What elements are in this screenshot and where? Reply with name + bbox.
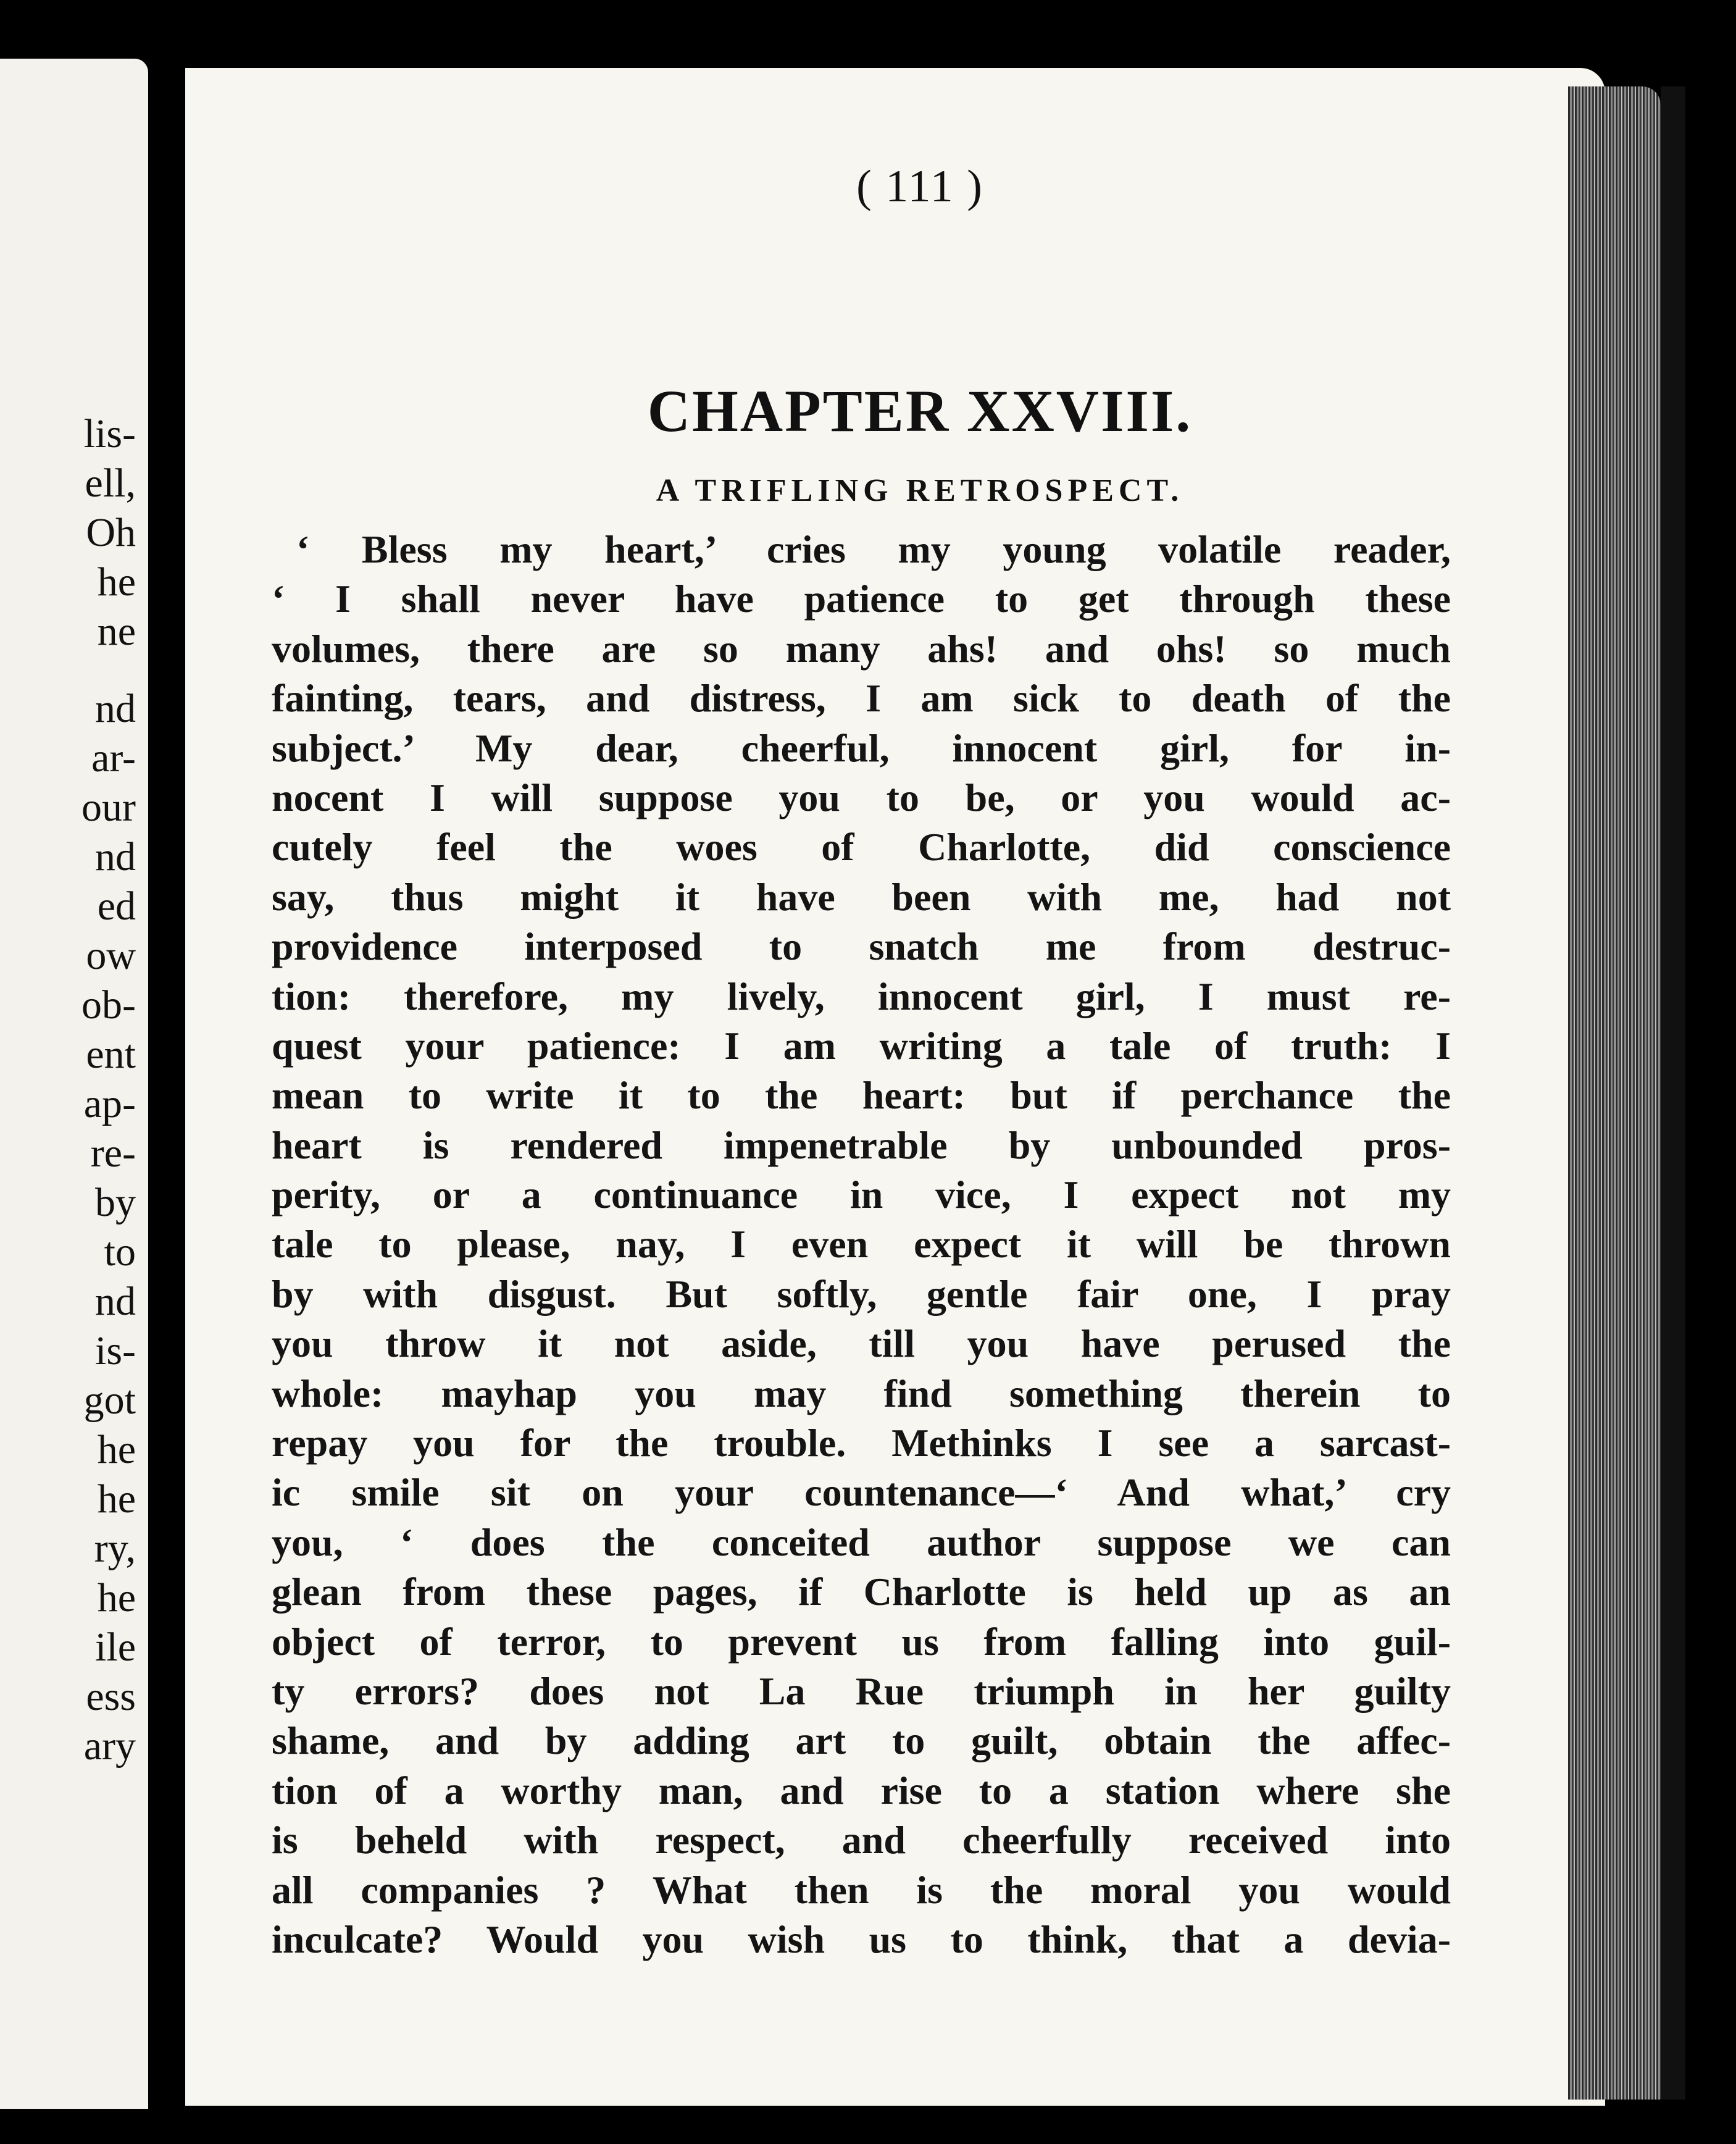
text-line: tion of a worthy man, and rise to a station where she [272, 1768, 1451, 1812]
left-facing-page [0, 59, 148, 2109]
chapter-subtitle: A TRIFLING RETROSPECT. [656, 473, 1184, 508]
text-line: ‘ Bless my heart,’ cries my young volatile reader, [296, 527, 1451, 571]
text-line: shame, and by adding art to guilt, obtain the affec- [272, 1719, 1451, 1763]
book-gutter [148, 0, 185, 2144]
text-line: is beheld with respect, and cheerfully received into [272, 1818, 1451, 1862]
text-line: nocent I will suppose you to be, or you would ac- [272, 775, 1451, 819]
left-page-fragment: re- [90, 1131, 136, 1176]
left-page-fragment: to [104, 1229, 136, 1275]
text-line: tale to please, nay, I even expect it will be thrown [272, 1222, 1451, 1267]
left-page-fragment: ap- [83, 1081, 136, 1126]
text-line: volumes, there are so many ahs! and ohs! so much [272, 626, 1451, 671]
left-page-fragment: ar- [91, 735, 136, 781]
page-number: ( 111 ) [856, 161, 983, 212]
text-line: perity, or a continuance in vice, I expect not my [272, 1173, 1451, 1217]
left-page-fragment: ry, [94, 1526, 136, 1571]
text-line: subject.’ My dear, cheerful, innocent girl, for in- [272, 726, 1451, 770]
left-page-fragment: he [97, 1476, 136, 1522]
right-page [185, 68, 1605, 2106]
text-line: object of terror, to prevent us from falling into guil- [272, 1619, 1451, 1664]
left-page-fragment: by [95, 1180, 136, 1225]
left-page-fragment: he [97, 1427, 136, 1472]
left-page-fragment: Oh [86, 510, 136, 555]
text-line: by with disgust. But softly, gentle fair one, I pray [272, 1271, 1451, 1316]
text-line: tion: therefore, my lively, innocent girl, I must re- [272, 974, 1451, 1018]
text-line: quest your patience: I am writing a tale of truth: I [272, 1023, 1451, 1068]
text-line: whole: mayhap you may find something therein to [272, 1371, 1451, 1415]
body-text [272, 525, 1451, 1964]
text-line: cutely feel the woes of Charlotte, did conscience [272, 825, 1451, 869]
left-page-fragment: our [81, 785, 136, 830]
left-page-fragment: got [83, 1378, 136, 1423]
text-line: ic smile sit on your countenance—‘ And what,’ cry [272, 1470, 1451, 1515]
text-line: mean to write it to the heart: but if perchance the [272, 1073, 1451, 1118]
left-page-fragment: ell, [85, 461, 136, 506]
text-line: you throw it not aside, till you have perused the [272, 1321, 1451, 1366]
text-line: repay you for the trouble. Methinks I see a sarcast- [272, 1421, 1451, 1465]
text-line: providence interposed to snatch me from destruc- [272, 924, 1451, 969]
left-page-fragment: ob- [81, 982, 136, 1028]
text-line: ty errors? does not La Rue triumph in her guilty [272, 1669, 1451, 1713]
left-page-fragment: he [97, 1575, 136, 1620]
left-page-fragment: nd [95, 686, 136, 731]
text-line: ‘ I shall never have patience to get through these [272, 577, 1451, 621]
left-page-fragment: ow [86, 933, 136, 978]
left-page-fragment: nd [95, 1279, 136, 1324]
left-page-fragment: lis- [83, 411, 136, 456]
left-page-fragment: ne [97, 609, 136, 654]
text-line: heart is rendered impenetrable by unbounded pros- [272, 1123, 1451, 1167]
left-page-fragment: nd [95, 834, 136, 879]
chapter-title: CHAPTER XXVIII. [647, 378, 1193, 444]
left-page-fragment: ile [95, 1625, 136, 1670]
left-page-fragment: ed [97, 884, 136, 929]
text-line: all companies ? What then is the moral you would [272, 1867, 1451, 1912]
text-line: inculcate? Would you wish us to think, that a devia- [272, 1917, 1451, 1961]
text-line: you, ‘ does the conceited author suppose we can [272, 1520, 1451, 1564]
text-line: glean from these pages, if Charlotte is held up as an [272, 1570, 1451, 1614]
text-line: fainting, tears, and distress, I am sick to death of the [272, 676, 1451, 721]
left-page-fragment: he [97, 559, 136, 605]
text-line: say, thus might it have been with me, had not [272, 874, 1451, 919]
page-edges-shadow [1661, 86, 1685, 2100]
left-page-fragment: ent [86, 1032, 136, 1077]
page-edges [1568, 86, 1661, 2100]
left-page-fragment: is- [95, 1328, 136, 1373]
left-page-fragment: ess [86, 1674, 136, 1719]
left-page-fragment: ary [83, 1723, 136, 1769]
